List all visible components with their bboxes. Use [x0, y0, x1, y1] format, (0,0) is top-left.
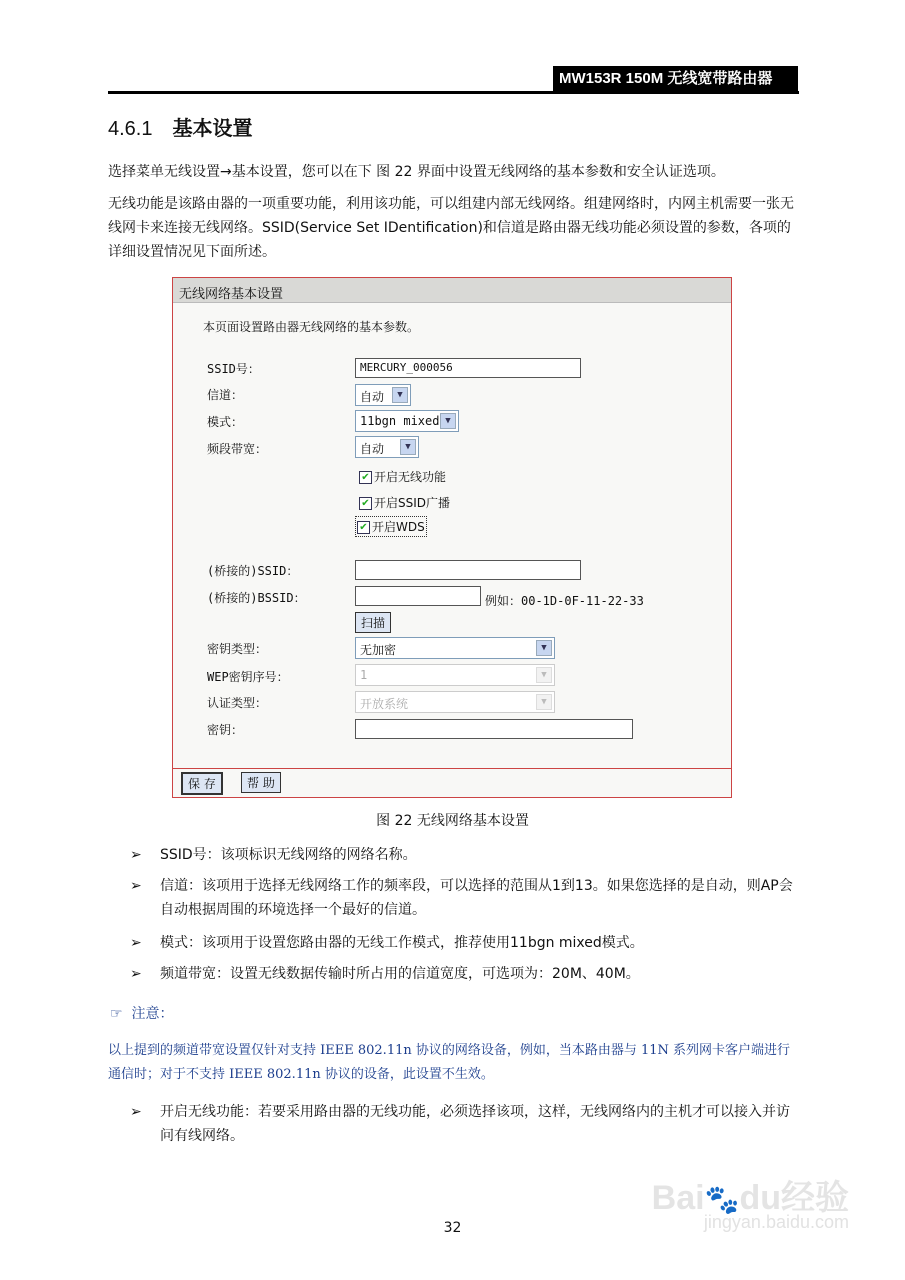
key-input[interactable]	[355, 719, 633, 739]
enable-wds-checkbox[interactable]	[357, 518, 425, 535]
note-text: 以上提到的频道带宽设置仅针对支持 IEEE 802.11n 协议的网络设备，例如，当本路由器与 11N 系列网卡客户端进行通信时；对于不支持 IEEE 802.11n 协议的设备，此设置不生效。	[108, 1043, 791, 1082]
arrow-bullet-icon: ➢	[130, 878, 142, 894]
wep-index-select[interactable]	[355, 664, 555, 686]
key-type-label: 密钥类型：	[207, 642, 268, 656]
mode-value: 11bgn mixed	[360, 414, 440, 428]
channel-label: 信道：	[207, 388, 244, 402]
bullet-text: 开启无线功能：若要采用路由器的无线功能，必须选择该项，这样，无线网络内的主机才可以接入并访问有线网络。	[160, 1104, 790, 1144]
header-title: MW153R 150M 无线宽带路由器	[553, 66, 798, 91]
bullet-item	[130, 931, 800, 955]
arrow-bullet-icon: ➢	[130, 966, 142, 982]
bullet-item	[130, 1100, 800, 1148]
note-label: 注意：	[131, 1006, 174, 1022]
bandwidth-label: 频段带宽：	[207, 442, 268, 456]
scan-button[interactable]: 扫描	[355, 612, 391, 633]
arrow-bullet-icon: ➢	[130, 935, 142, 951]
note-heading	[110, 1003, 173, 1023]
ssid-input[interactable]: MERCURY_000056	[355, 358, 581, 378]
chevron-down-icon: ▼	[392, 387, 408, 403]
paragraph: 选择菜单无线设置→基本设置，您可以在下 图 22 界面中设置无线网络的基本参数和安全认证选项。	[108, 164, 725, 180]
chevron-down-icon: ▼	[400, 439, 416, 455]
panel-footer	[173, 768, 731, 798]
mode-label: 模式：	[207, 415, 244, 429]
chevron-down-icon: ▼	[440, 413, 456, 429]
key-type-select[interactable]	[355, 637, 555, 659]
panel-title: 无线网络基本设置	[173, 278, 731, 303]
bridge-bssid-label: (桥接的)BSSID：	[207, 591, 306, 605]
checkbox-label: 开启WDS	[372, 520, 425, 534]
watermark-logo: Bai🐾du经验	[651, 1179, 849, 1217]
bssid-example: 例如：00-1D-0F-11-22-33	[485, 594, 644, 608]
wep-index-value: 1	[360, 668, 368, 682]
figure-caption: 图 22 无线网络基本设置	[376, 813, 529, 829]
paragraph: 无线功能是该路由器的一项重要功能，利用该功能，可以组建内部无线网络。组建网络时，内网主机需要一张无线网卡来连接无线网络。SSID(Service Set IDentification)和信道是路由器无线功能必须设置的参数，各项的详细设置情况见下面所述。	[108, 196, 794, 260]
key-label: 密钥：	[207, 723, 244, 737]
mode-select[interactable]	[355, 410, 459, 432]
bridge-ssid-input[interactable]	[355, 560, 581, 580]
chevron-down-icon: ▼	[536, 667, 552, 683]
section-number: 4.6.1	[108, 118, 153, 140]
enable-ssid-broadcast-checkbox[interactable]	[359, 494, 450, 511]
wireless-settings-screenshot	[172, 277, 732, 798]
checkbox-label: 开启无线功能	[374, 470, 447, 484]
arrow-bullet-icon: ➢	[130, 1104, 142, 1120]
bullet-text: 频道带宽：设置无线数据传输时所占用的信道宽度，可选项为：20M、40M。	[160, 966, 640, 982]
help-button[interactable]: 帮 助	[241, 772, 281, 793]
section-heading	[108, 112, 252, 141]
bridge-bssid-input[interactable]	[355, 586, 481, 606]
ssid-label: SSID号：	[207, 362, 260, 376]
chevron-down-icon: ▼	[536, 640, 552, 656]
auth-type-label: 认证类型：	[207, 696, 268, 710]
bridge-ssid-label: (桥接的)SSID：	[207, 564, 299, 578]
page-number: 32	[443, 1220, 462, 1236]
bullet-item	[130, 874, 800, 922]
channel-select[interactable]	[355, 384, 411, 406]
arrow-bullet-icon: ➢	[130, 847, 142, 863]
checkbox-label: 开启SSID广播	[374, 496, 451, 510]
checkmark-icon: ✔	[359, 471, 372, 484]
section-title: 基本设置	[172, 118, 253, 140]
pointing-hand-icon: ☞	[110, 1006, 123, 1022]
chevron-down-icon: ▼	[536, 694, 552, 710]
bandwidth-value: 自动	[360, 442, 385, 456]
enable-wireless-checkbox[interactable]	[359, 468, 446, 485]
checkmark-icon: ✔	[357, 521, 370, 534]
bullet-text: SSID号：该项标识无线网络的网络名称。	[160, 847, 417, 863]
wep-index-label: WEP密钥序号：	[207, 670, 289, 684]
watermark-url: jingyan.baidu.com	[703, 1212, 849, 1232]
channel-value: 自动	[360, 390, 385, 404]
checkmark-icon: ✔	[359, 497, 372, 510]
bullet-text: 信道：该项用于选择无线网络工作的频率段，可以选择的范围从1到13。如果您选择的是自动，则AP会自动根据周围的环境选择一个最好的信道。	[160, 878, 793, 918]
key-type-value: 无加密	[360, 643, 397, 657]
bandwidth-select[interactable]	[355, 436, 419, 458]
auth-type-select[interactable]	[355, 691, 555, 713]
intro-text: 本页面设置路由器无线网络的基本参数。	[203, 320, 420, 334]
bullet-item	[130, 962, 800, 986]
header-rule	[108, 91, 799, 94]
bullet-text: 模式：该项用于设置您路由器的无线工作模式，推荐使用11bgn mixed模式。	[160, 935, 644, 951]
bullet-item	[130, 843, 800, 867]
auth-type-value: 开放系统	[360, 697, 409, 711]
save-button[interactable]: 保 存	[181, 772, 223, 795]
